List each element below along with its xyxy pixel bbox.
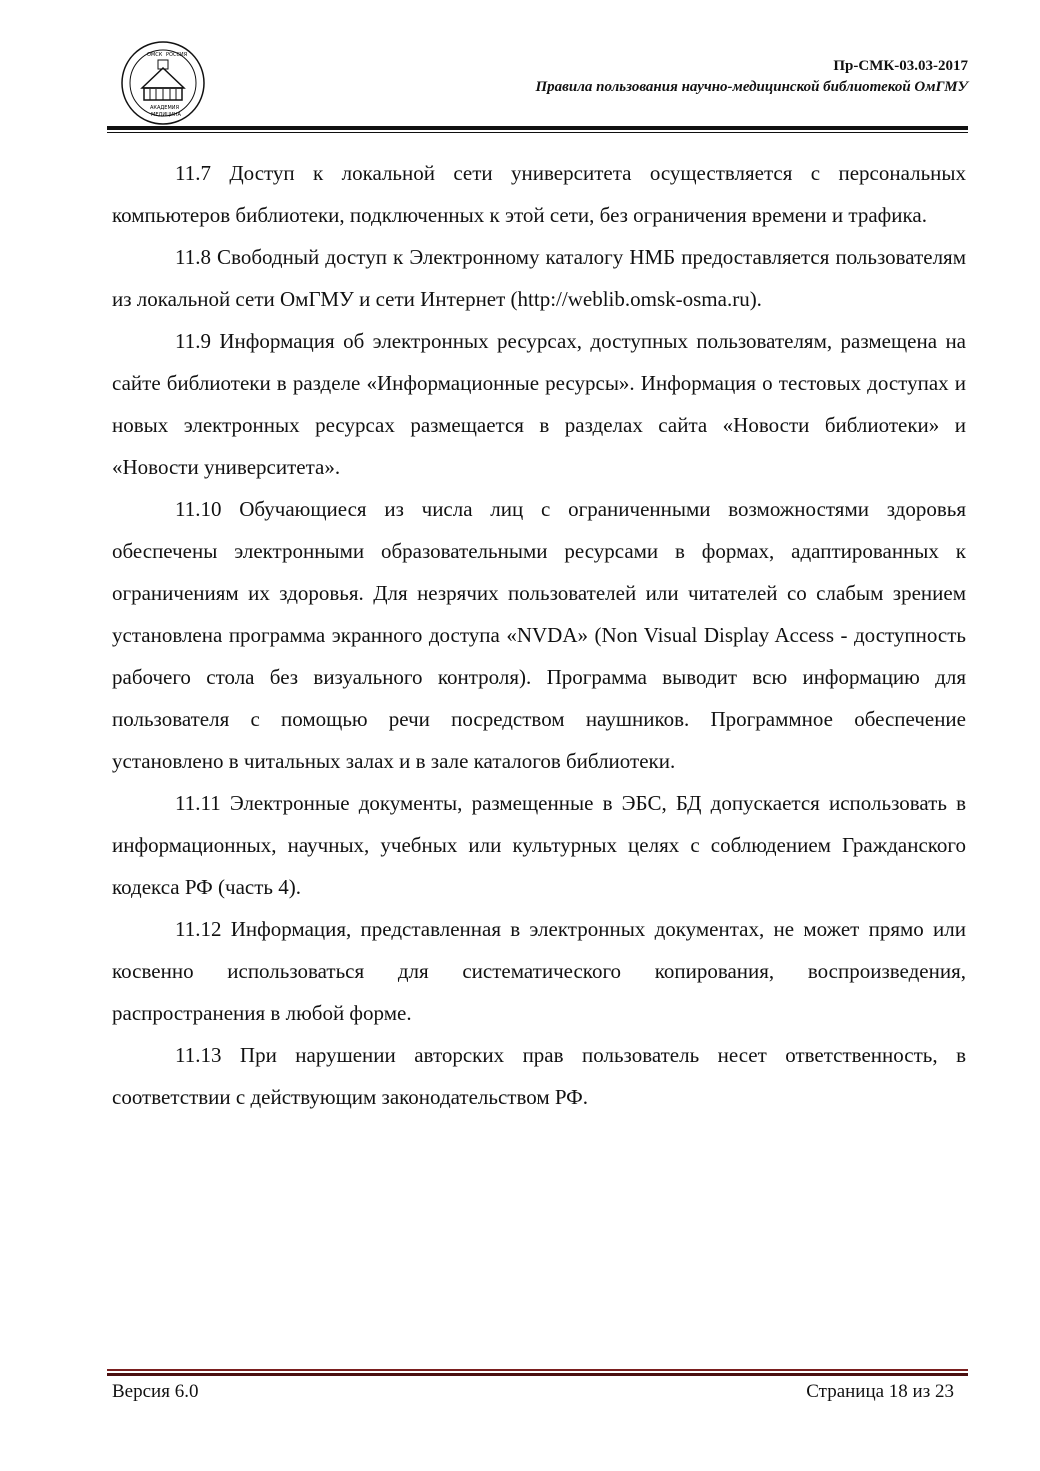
- header-divider-thin: [107, 132, 968, 133]
- logo-text-bottom-2: МЕДИЦИНА: [151, 112, 181, 118]
- paragraph-11-11: 11.11 Электронные документы, размещенные в ЭБС, БД допускается использовать в информационных, научных, учебных или культурных целях с соблюдением Гражданского кодекса РФ (часть 4).: [112, 791, 966, 899]
- page-header: [112, 30, 968, 130]
- header-divider-thick: [107, 126, 968, 130]
- footer-page-number: Страница 18 из 23: [806, 1381, 954, 1402]
- logo-text-top-right: РОССИЯ: [166, 52, 188, 58]
- logo-text-bottom-1: АКАДЕМИЯ: [150, 105, 179, 111]
- paragraph-11-7: 11.7 Доступ к локальной сети университета осуществляется с персональных компьютеров библиотеки, подключенных к этой сети, без ограничения времени и трафика.: [112, 161, 966, 227]
- footer-version: Версия 6.0: [112, 1381, 199, 1402]
- paragraph-11-9: 11.9 Информация об электронных ресурсах, доступных пользователям, размещена на сайте библиотеки в разделе «Информационные ресурсы». Информация о тестовых доступах и новых электронных ресурсах размещается в разделах сайта «Новости библиотеки» и «Новости университета».: [112, 329, 966, 479]
- paragraph-11-12: 11.12 Информация, представленная в электронных документах, не может прямо или косвенно использоваться для систематического копирования, воспроизведения, распространения в любой форме.: [112, 917, 966, 1025]
- paragraph-11-8: 11.8 Свободный доступ к Электронному каталогу НМБ предоставляется пользователям из локальной сети ОмГМУ и сети Интернет (http://weblib.omsk-osma.ru).: [112, 245, 966, 311]
- document-code: Пр-СМК-03.03-2017: [833, 58, 968, 74]
- logo-text-top-left: ОМСК: [147, 52, 163, 58]
- footer-divider-thick: [107, 1373, 968, 1376]
- seal-logo: [120, 40, 206, 126]
- paragraph-11-10: 11.10 Обучающиеся из числа лиц с ограниченными возможностями здоровья обеспечены электронными образовательными ресурсами в формах, адаптированных к ограничениям их здоровья. Для незрячих пользователей или читателей со слабым зрением установлена программа экранного доступа «NVDA» (Non Visual Display Access - доступность рабочего стола без визуального контроля). Программа выводит всю информацию для пользователя с помощью речи посредством наушников. Программное обеспечение установлено в читальных залах и в зале каталогов библиотеки.: [112, 497, 966, 773]
- footer-divider-thin: [107, 1369, 968, 1371]
- document-body: [112, 152, 966, 1118]
- paragraph-11-13: 11.13 При нарушении авторских прав пользователь несет ответственность, в соответствии с действующим законодательством РФ.: [112, 1043, 966, 1109]
- document-title: Правила пользования научно-медицинской библиотекой ОмГМУ: [535, 79, 968, 95]
